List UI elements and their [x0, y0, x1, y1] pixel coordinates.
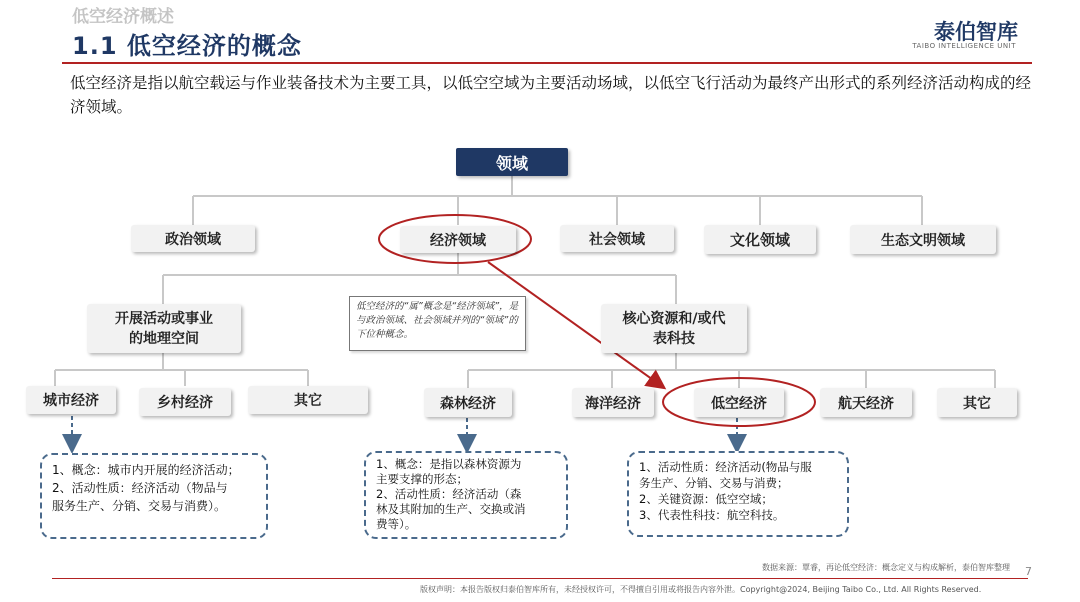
node-society: 社会领域 [560, 225, 674, 252]
page-title: 1.1 低空经济的概念 [72, 32, 302, 60]
desc-line: 林及其附加的生产、交换或消 [376, 502, 526, 516]
desc-line: 务生产、分销、交易与消费； [639, 476, 789, 490]
node-economy: 经济领域 [400, 226, 516, 253]
genus-callout: 低空经济的“属”概念是“经济领域”，是与政治领域、社会领域并列的“领域”的下位种概念。 [349, 296, 526, 351]
node-core-resources-line2: 表科技 [653, 330, 695, 347]
node-low-altitude-economy: 低空经济 [694, 388, 784, 417]
copyright-notice: 版权声明：本报告版权归泰伯智库所有，未经授权许可，不得擅自引用或将报告内容外泄。Copyright@2024, Beijing Taibo Co., Ltd. All Rights Reserved. [420, 585, 982, 594]
desc-line: 主要支撑的形态； [376, 472, 468, 486]
desc-line: 2、活动性质：经济活动（森 [376, 487, 522, 501]
node-geographic-space-line1: 开展活动或事业 [115, 310, 213, 327]
node-geographic-space [87, 304, 241, 353]
desc-forest-economy [364, 451, 568, 539]
node-core-resources [601, 304, 747, 353]
desc-line: 2、活动性质：经济活动（物品与 [52, 481, 228, 495]
node-ocean-economy: 海洋经济 [572, 388, 654, 417]
desc-line: 2、关键资源：低空空域； [639, 492, 773, 506]
node-culture: 文化领域 [704, 225, 816, 254]
node-politics: 政治领域 [131, 225, 255, 252]
desc-line: 1、概念：城市内开展的经济活动； [52, 463, 240, 477]
brand-subtitle: TAIBO INTELLIGENCE UNIT [912, 42, 1016, 50]
node-forest-economy: 森林经济 [424, 388, 512, 417]
node-rural-economy: 乡村经济 [139, 388, 231, 416]
desc-line: 费等）。 [376, 517, 417, 531]
page-number: 7 [1025, 565, 1032, 578]
node-other-right: 其它 [937, 388, 1017, 417]
root-node: 领域 [456, 148, 568, 176]
desc-line: 1、活动性质：经济活动(物品与服 [639, 460, 812, 474]
desc-low-altitude-economy [627, 451, 849, 537]
node-core-resources-line1: 核心资源和/或代 [622, 310, 726, 327]
data-source: 数据来源：覃睿，再论低空经济：概念定义与构成解析，泰伯智库整理 [762, 563, 1010, 572]
intro-paragraph: 低空经济是指以航空载运与作业装备技术为主要工具，以低空空域为主要活动场域，以低空飞行活动为最终产出形式的系列经济活动构成的经济领域。 [70, 74, 1032, 116]
desc-line: 3、代表性科技：航空科技。 [639, 508, 785, 522]
section-label: 低空经济概述 [72, 7, 174, 27]
brand-logo: 泰伯智库 [934, 20, 1018, 44]
desc-line: 服务生产、分销、交易与消费）。 [52, 499, 227, 513]
node-geographic-space-line2: 的地理空间 [129, 330, 199, 347]
desc-urban-economy [40, 453, 268, 539]
node-urban-economy: 城市经济 [26, 386, 116, 414]
node-other-left: 其它 [248, 386, 368, 414]
node-aerospace-economy: 航天经济 [820, 388, 912, 417]
footer-divider [52, 578, 1028, 579]
node-ecology: 生态文明领域 [850, 225, 996, 254]
desc-line: 1、概念：是指以森林资源为 [376, 457, 522, 471]
